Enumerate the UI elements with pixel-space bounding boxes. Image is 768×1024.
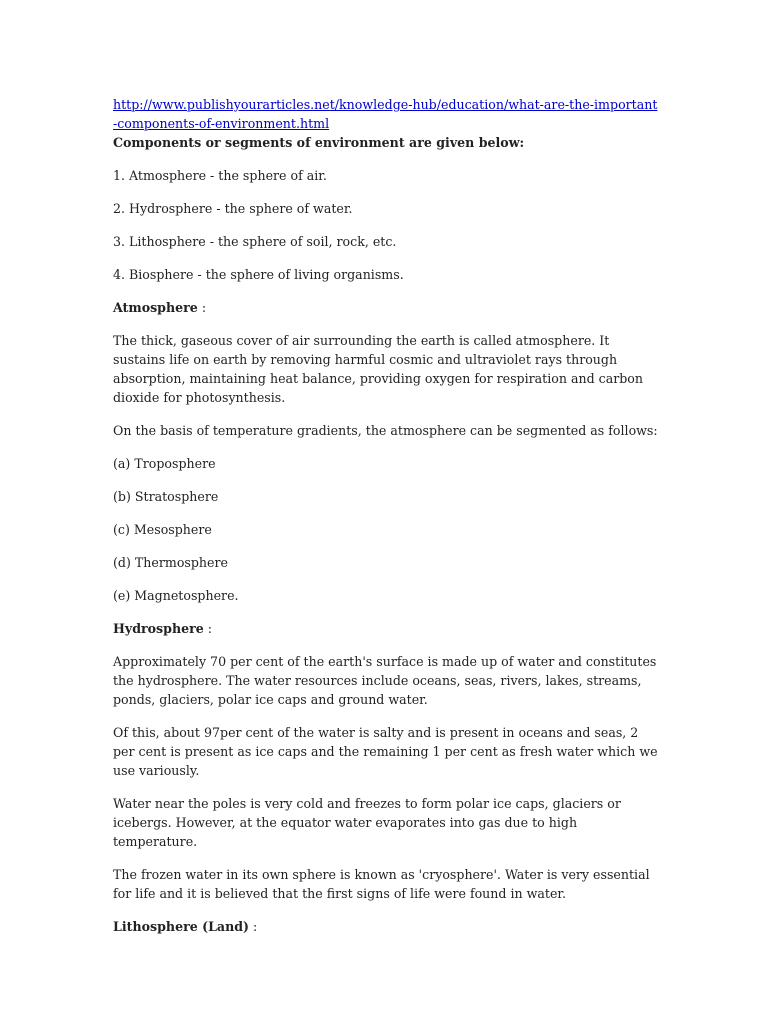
lithosphere-heading-text: Lithosphere (Land)	[113, 919, 250, 934]
intro-heading: Components or segments of environment are given below:	[113, 135, 525, 150]
hydrosphere-paragraph: Approximately 70 per cent of the earth's surface is made up of water and constitutes the hydrosphere. The water resources include oceans, seas, rivers, lakes, streams, ponds, glaciers, polar ice caps and ground water.	[113, 654, 657, 707]
list-item: (b) Stratosphere	[113, 489, 219, 504]
heading-suffix: :	[249, 919, 258, 934]
atmosphere-paragraph: The thick, gaseous cover of air surrounding the earth is called atmosphere. It sustains life on earth by removing harmful cosmic and ultraviolet rays through absorption, maintaining heat balance, providing oxygen for respiration and carbon dioxide for photosynthesis.	[113, 333, 643, 405]
components-list	[113, 166, 658, 284]
heading-suffix: :	[197, 300, 207, 315]
list-item: (c) Mesosphere	[113, 522, 212, 537]
source-link[interactable]: http://www.publishyourarticles.net/knowledge-hub/education/what-are-the-important-components-of-environment.html	[113, 97, 658, 131]
hydrosphere-heading	[113, 619, 658, 638]
atmosphere-paragraph: On the basis of temperature gradients, the atmosphere can be segmented as follows:	[113, 423, 658, 438]
document-page	[113, 95, 658, 950]
list-item: 4. Biosphere - the sphere of living organisms.	[113, 267, 404, 282]
hydrosphere-heading-text: Hydrosphere	[113, 621, 204, 636]
list-item: (a) Troposphere	[113, 456, 216, 471]
list-item: (e) Magnetosphere.	[113, 588, 239, 603]
atmosphere-layers-list	[113, 454, 658, 605]
atmosphere-heading	[113, 298, 658, 317]
hydrosphere-paragraph: The frozen water in its own sphere is known as 'cryosphere'. Water is very essential for life and it is believed that the first signs of life were found in water.	[113, 867, 650, 901]
hydrosphere-paragraph: Of this, about 97per cent of the water is salty and is present in oceans and seas, 2 per cent is present as ice caps and the remaining 1 per cent as fresh water which we use variously.	[113, 725, 658, 778]
list-item: 3. Lithosphere - the sphere of soil, rock, etc.	[113, 234, 397, 249]
heading-suffix: :	[203, 621, 213, 636]
atmosphere-heading-text: Atmosphere	[113, 300, 198, 315]
list-item: 1. Atmosphere - the sphere of air.	[113, 168, 327, 183]
hydrosphere-paragraph: Water near the poles is very cold and freezes to form polar ice caps, glaciers or icebergs. However, at the equator water evaporates into gas due to high temperature.	[113, 796, 621, 849]
lithosphere-heading	[113, 917, 658, 936]
list-item: 2. Hydrosphere - the sphere of water.	[113, 201, 353, 216]
list-item: (d) Thermosphere	[113, 555, 228, 570]
